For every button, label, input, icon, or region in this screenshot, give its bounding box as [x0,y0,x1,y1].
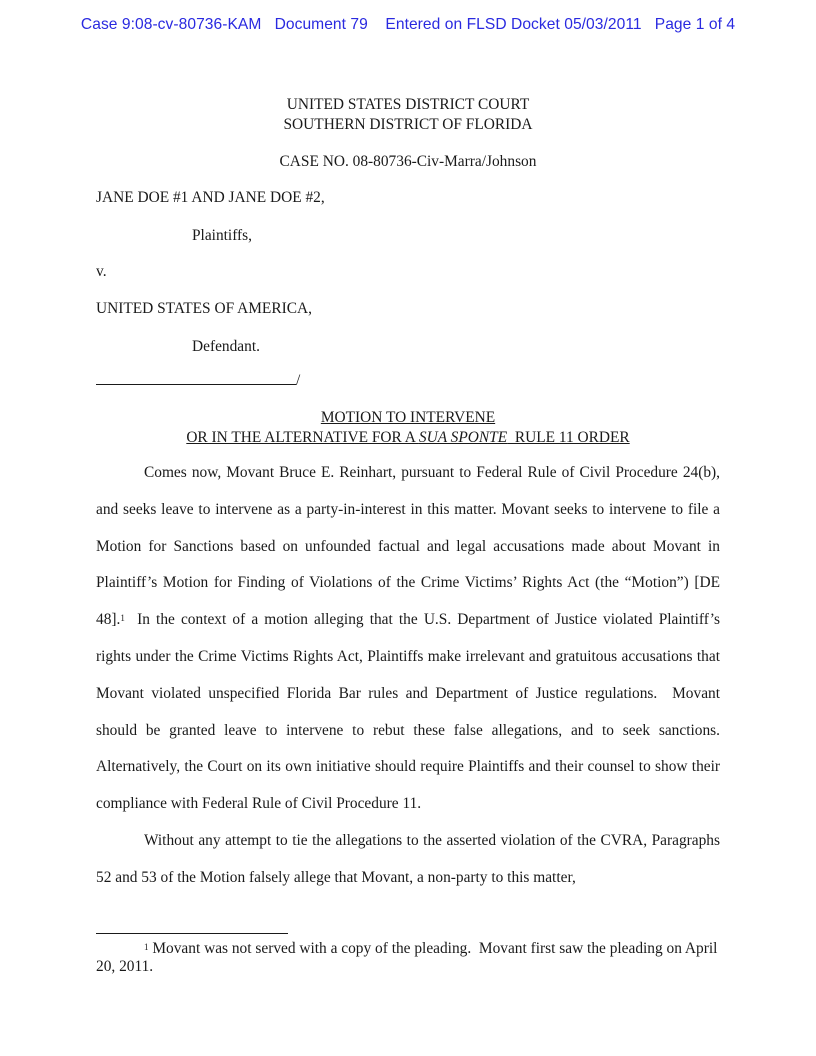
footnote-reference: 1 [120,613,125,624]
body-paragraph-2 [96,823,720,897]
paragraph-1-text: Comes now, Movant Bruce E. Reinhart, pursuant to Federal Rule of Civil Procedure 24(b), and seeks leave to intervene as a party-in-interest in this matter. Movant seeks to intervene to file a Motion for Sanctions based on unfounded factual and legal accusations made about Movant in Plaintiff’s Motion for Finding of Violations of the Crime Victims’ Rights Act (the “Motion”) [DE 48]. [96,464,720,629]
plaintiffs-role: Plaintiffs, [192,227,252,244]
motion-title-line1: MOTION TO INTERVENE [320,409,496,426]
caption-rule [96,370,296,385]
body-paragraph-1 [96,455,728,823]
motion-title-line2-prefix: OR IN THE ALTERNATIVE FOR A [186,429,419,446]
case-number: CASE NO. 08-80736-Civ-Marra/Johnson [279,153,537,170]
motion-title-line2-italic: SUA SPONTE [418,429,508,446]
versus: v. [96,263,107,280]
defendant-name: UNITED STATES OF AMERICA, [96,300,312,317]
defendant-role: Defendant. [192,338,260,355]
motion-title-line2 [0,429,816,447]
court-name-line2: SOUTHERN DISTRICT OF FLORIDA [283,116,533,133]
plaintiffs-names: JANE DOE #1 AND JANE DOE #2, [96,189,325,206]
docket-header-stamp: Case 9:08-cv-80736-KAM Document 79 Entered on FLSD Docket 05/03/2011 Page 1 of 4 [80,16,736,33]
motion-title-line2-suffix: RULE 11 ORDER [507,429,630,446]
court-name-line1: UNITED STATES DISTRICT COURT [286,96,530,113]
footnote [96,940,720,976]
footnote-mark: 1 [144,942,149,952]
paragraph-1-continuation: In the context of a motion alleging that the U.S. Department of Justice violated Plaintiff’s rights under the Crime Victims Rights Act, Plaintiffs make irrelevant and gratuitous accusations that Movant violated unspecified Florida Bar rules and Department of Justice regulations. Movant should be granted leave to intervene to rebut these false allegations, and to seek sanctions. Alternatively, the Court on its own initiative should require Plaintiffs and their counsel to show their compliance with Federal Rule of Civil Procedure 11. [96,611,728,813]
caption-slash: / [296,372,301,389]
caption-signature-line [96,370,300,390]
paragraph-2-text: Without any attempt to tie the allegations to the asserted violation of the CVRA, Paragraphs 52 and 53 of the Motion falsely allege that Movant, a non-party to this matter, [96,832,720,886]
footnote-separator [96,933,288,934]
footnote-text: Movant was not served with a copy of the pleading. Movant first saw the pleading on April 20, 2011. [96,940,722,975]
